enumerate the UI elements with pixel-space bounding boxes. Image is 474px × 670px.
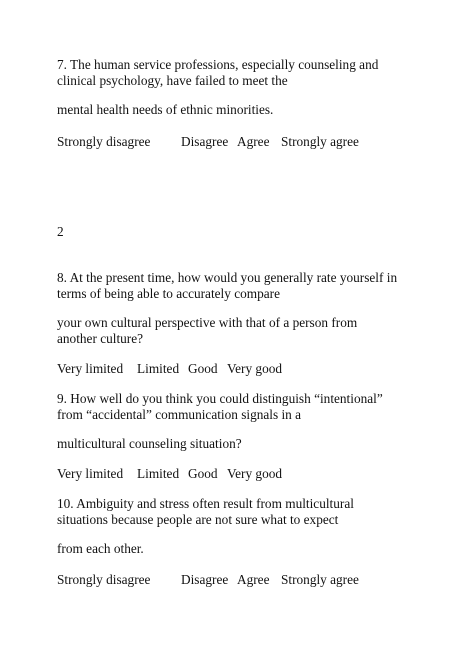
scale-option-agree: Agree <box>237 134 270 149</box>
question-10-line-2: situations because people are not sure what to expect <box>57 512 339 527</box>
scale-option-strongly-agree: Strongly agree <box>281 134 359 149</box>
scale-option-strongly-disagree: Strongly disagree <box>57 134 151 149</box>
scale-option-very-limited: Very limited <box>57 466 124 481</box>
question-8-line-2: terms of being able to accurately compare <box>57 286 280 301</box>
question-8-line-4: another culture? <box>57 331 144 346</box>
scale-option-very-limited: Very limited <box>57 361 124 376</box>
question-8-line-1: 8. At the present time, how would you generally rate yourself in <box>57 270 398 285</box>
question-10-line-3: from each other. <box>57 541 144 556</box>
question-9-line-2: from “accidental” communication signals in a <box>57 407 302 422</box>
scale-option-strongly-disagree: Strongly disagree <box>57 572 151 587</box>
scale-option-strongly-agree: Strongly agree <box>281 572 359 587</box>
scale-option-disagree: Disagree <box>181 572 229 587</box>
question-10-line-1: 10. Ambiguity and stress often result from multicultural <box>57 496 354 511</box>
scale-option-good: Good <box>188 361 218 376</box>
scale-option-limited: Limited <box>137 361 180 376</box>
scale-option-disagree: Disagree <box>181 134 229 149</box>
question-8-line-3: your own cultural perspective with that of a person from <box>57 315 358 330</box>
question-7-line-1: 7. The human service professions, especially counseling and <box>57 57 379 72</box>
scale-option-limited: Limited <box>137 466 180 481</box>
question-7-line-3: mental health needs of ethnic minorities. <box>57 102 274 117</box>
page-number: 2 <box>57 224 64 239</box>
scale-option-good: Good <box>188 466 218 481</box>
scale-option-very-good: Very good <box>227 361 283 376</box>
question-7-line-2: clinical psychology, have failed to meet the <box>57 73 288 88</box>
question-9-line-3: multicultural counseling situation? <box>57 436 242 451</box>
question-9-line-1: 9. How well do you think you could distinguish “intentional” <box>57 391 383 406</box>
scale-option-very-good: Very good <box>227 466 283 481</box>
scale-option-agree: Agree <box>237 572 270 587</box>
